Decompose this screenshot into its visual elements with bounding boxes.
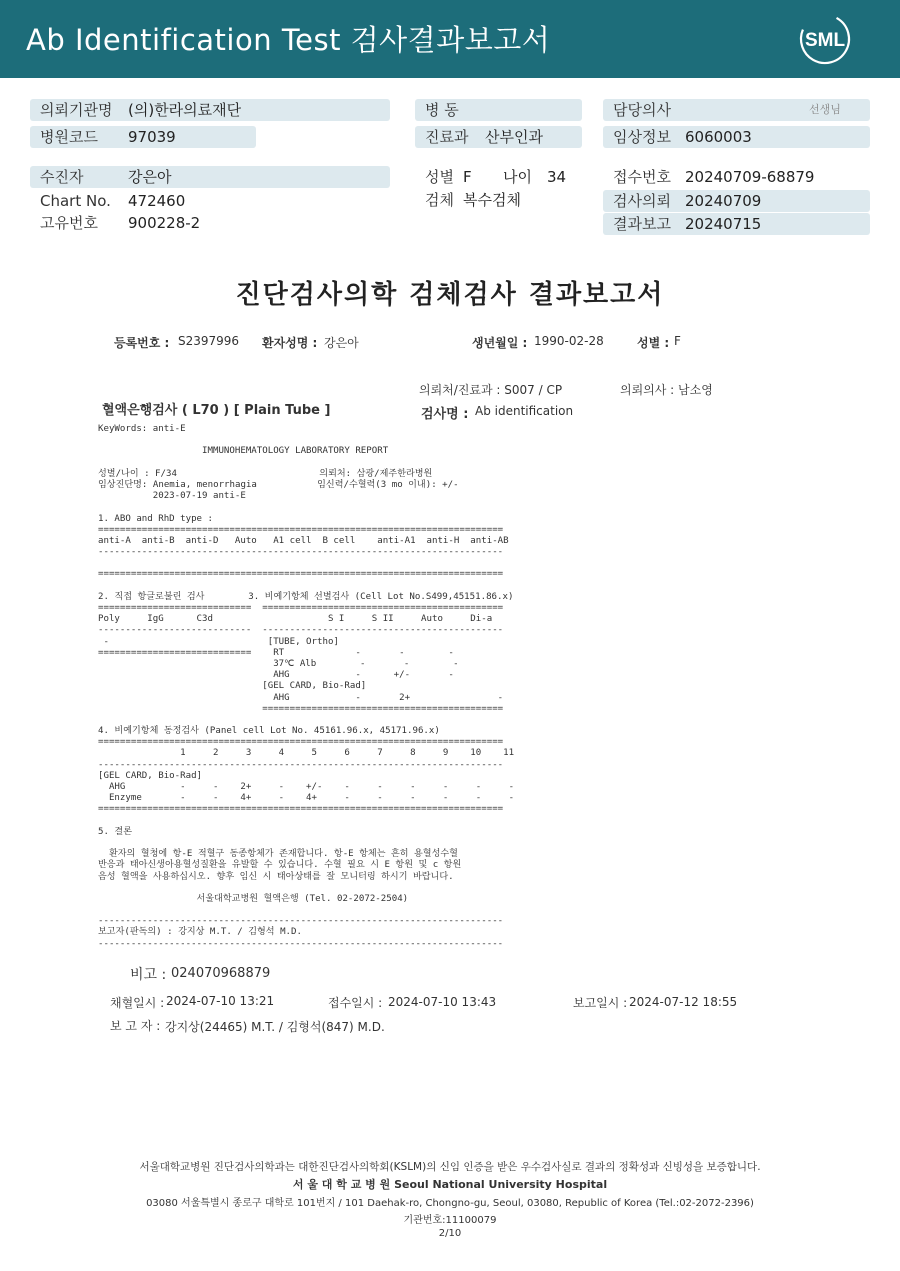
birth-value: 1990-02-28 xyxy=(534,334,604,348)
report-date-label: 결과보고 xyxy=(613,215,671,233)
unique-no-label: 고유번호 xyxy=(40,214,98,232)
requester-dept: 의뢰처/진료과 : S007 / CP xyxy=(419,383,563,397)
doctor-label: 담당의사 xyxy=(613,101,671,119)
lab-report-line: 5. 결론 xyxy=(98,826,132,837)
lab-report-line: AHG - +/- - xyxy=(98,670,454,681)
lab-report-line: 4. 비예기항체 동정검사 (Panel cell Lot No. 45161.96.x, 45171.96.x) xyxy=(98,726,440,737)
institution-number: 기관번호:11100079 xyxy=(403,1215,497,1226)
birth-label: 생년월일 : xyxy=(472,336,528,350)
lab-report-line xyxy=(98,816,514,827)
lab-report-line: -------------------------------------------------------------------------- xyxy=(98,916,504,927)
lab-report-line: ============================================ xyxy=(98,703,504,714)
patient-label: 수진자 xyxy=(40,168,84,186)
dept-label: 진료과 xyxy=(425,128,469,146)
test-group: 혈액은행검사 ( L70 ) [ Plain Tube ] xyxy=(102,403,331,418)
sex-row-value: F xyxy=(674,334,681,348)
request-field xyxy=(603,190,870,212)
receive-value: 2024-07-10 13:43 xyxy=(388,995,497,1009)
patient-name-value: 강은아 xyxy=(324,336,359,350)
hospital-code-value: 97039 xyxy=(128,128,176,146)
institution-field xyxy=(30,99,390,121)
unique-no-field xyxy=(30,212,390,234)
sex-age-field xyxy=(415,166,582,188)
lab-report-line: 1 2 3 4 5 6 7 8 9 10 11 xyxy=(98,748,515,759)
lab-report-line: 2023-07-19 anti-E xyxy=(98,491,246,502)
requesting-doctor: 의뢰의사 : 남소영 xyxy=(620,383,713,397)
lab-report-line: IMMUNOHEMATOLOGY LABORATORY REPORT xyxy=(98,446,389,457)
lab-report-line: 환자의 혈청에 항-E 적혈구 동종항체가 존재합니다. 항-E 항체는 흔히 용혈성수혈 xyxy=(98,849,458,860)
request-label: 검사의뢰 xyxy=(613,192,671,210)
chart-field xyxy=(30,190,390,212)
hospital-code-field xyxy=(30,126,256,148)
lab-report-line: KeyWords: anti-E xyxy=(98,424,186,434)
hospital-address: 03080 서울특별시 종로구 대학로 101번지 / 101 Daehak-ro, Chongno-gu, Seoul, 03080, Republic of Korea (Tel.:02-2072-2396) xyxy=(146,1198,754,1209)
lab-report-line xyxy=(98,435,514,446)
dept-value: 산부인과 xyxy=(485,128,543,146)
lab-report-line: Poly IgG C3d S I S II Auto Di-a xyxy=(98,614,493,625)
patient-name-label: 환자성명 : xyxy=(262,336,318,350)
lab-report-line: Enzyme - - 4+ - 4+ - - - - - - xyxy=(98,793,515,804)
lab-report-line: AHG - 2+ - xyxy=(98,692,504,703)
test-name-value: Ab identification xyxy=(475,404,574,418)
lab-report-line xyxy=(98,458,514,469)
lab-report-line: ============================ ============================================ xyxy=(98,603,504,613)
lab-report-line xyxy=(98,715,514,726)
collect-value: 2024-07-10 13:21 xyxy=(166,994,275,1008)
patient-field xyxy=(30,166,390,188)
lab-report-line: 임상진단명: Anemia, menorrhagia 임신력/수혈력(3 mo 이내): +/- xyxy=(98,479,459,490)
report-time-label: 보고일시 : xyxy=(573,996,628,1010)
ward-label: 병 동 xyxy=(425,101,459,119)
lab-report-line: [GEL CARD, Bio-Rad] xyxy=(98,770,203,781)
lab-report-line: ============================ RT - - - xyxy=(98,647,454,658)
lab-report-line: 2. 직접 항글로불린 검사 3. 비예기항체 선별검사 (Cell Lot No.S499,45151.86.x) xyxy=(98,591,514,602)
receipt-label: 접수번호 xyxy=(613,168,671,186)
lab-report-line xyxy=(98,502,514,513)
institution-label: 의뢰기관명 xyxy=(40,101,113,119)
lab-report-text xyxy=(98,424,514,950)
lab-report-line: 반응과 태아신생아용혈성질환을 유발할 수 있습니다. 수혈 필요 시 E 항원 및 c 항원 xyxy=(98,860,462,871)
unique-no-value: 900228-2 xyxy=(128,214,201,232)
age-label: 나이 xyxy=(503,168,532,186)
lab-report-line: ---------------------------- -------------------------------------------- xyxy=(98,625,504,636)
lab-report-line: 음성 혈액을 사용하십시오. 향후 임신 시 태아상태를 잘 모니터링 하시기 바랍니다. xyxy=(98,871,454,882)
lab-report-line: 서울대학교병원 혈액은행 (Tel. 02-2072-2504) xyxy=(98,893,409,904)
specimen-value: 복수검체 xyxy=(463,191,521,209)
sml-logo xyxy=(798,12,852,66)
hospital-code-label: 병원코드 xyxy=(40,128,98,146)
age-value: 34 xyxy=(547,168,567,186)
report-title: 진단검사의학 검체검사 결과보고서 xyxy=(235,280,665,310)
document-title: Ab Identification Test 검사결과보고서 xyxy=(26,23,551,57)
svg-text:SML: SML xyxy=(804,30,846,51)
lab-report-line: -------------------------------------------------------------------------- xyxy=(98,759,504,770)
sex-label: 성별 xyxy=(425,168,454,186)
certification-text: 서울대학교병원 진단검사의학과는 대한진단검사의학회(KSLM)의 신임 인증을 받은 우수검사실로 결과의 정확성과 신빙성을 보증합니다. xyxy=(139,1161,761,1173)
lab-report-line: anti-A anti-B anti-D Auto A1 cell B cell anti-A1 anti-H anti-AB xyxy=(98,535,509,546)
reg-no-label: 등록번호 : xyxy=(114,336,170,350)
lab-report-line xyxy=(98,838,514,849)
reg-no-value: S2397996 xyxy=(178,334,240,348)
page-number: 2/10 xyxy=(438,1228,462,1239)
report-date-value: 20240715 xyxy=(685,215,762,233)
institution-value: (의)한라의료재단 xyxy=(128,101,242,119)
specimen-field xyxy=(415,189,582,211)
doctor-field xyxy=(603,99,870,121)
clinical-value: 6060003 xyxy=(685,128,752,146)
note-value: 024070968879 xyxy=(171,966,271,981)
lab-report-line: ========================================================================== xyxy=(98,524,504,535)
lab-report-line: ========================================================================== xyxy=(98,737,504,748)
lab-report-line: - [TUBE, Ortho] xyxy=(98,636,339,647)
test-name-label: 검사명 : xyxy=(421,407,469,422)
lab-report-line: -------------------------------------------------------------------------- xyxy=(98,938,504,949)
chart-label: Chart No. xyxy=(40,192,111,210)
lab-report-line: AHG - - 2+ - +/- - - - - - - xyxy=(98,782,515,792)
reporter-value: 강지상(24465) M.T. / 김형석(847) M.D. xyxy=(165,1020,385,1034)
reporter-label: 보 고 자 : xyxy=(110,1019,161,1033)
lab-report-line: 37℃ Alb - - - xyxy=(98,658,459,669)
lab-report-line xyxy=(98,558,514,569)
receipt-value: 20240709-68879 xyxy=(685,168,815,186)
clinical-field xyxy=(603,126,870,148)
note-label: 비고 : xyxy=(130,967,167,983)
receipt-field xyxy=(603,166,870,188)
request-value: 20240709 xyxy=(685,192,762,210)
hospital-name: 서 울 대 학 교 병 원 Seoul National University Hospital xyxy=(292,1178,608,1191)
report-date-field xyxy=(603,213,870,235)
lab-report-line: ========================================================================== xyxy=(98,804,504,815)
lab-report-line xyxy=(98,905,514,916)
header-bar xyxy=(0,0,900,78)
clinical-label: 임상정보 xyxy=(613,128,671,146)
lab-report-line xyxy=(98,883,514,894)
lab-report-line: -------------------------------------------------------------------------- xyxy=(98,547,504,558)
receive-label: 접수일시 : xyxy=(328,996,383,1010)
lab-report-line: 보고자(판독의) : 강지상 M.T. / 김형석 M.D. xyxy=(98,927,302,938)
report-time-value: 2024-07-12 18:55 xyxy=(629,995,738,1009)
lab-report-line xyxy=(98,581,514,592)
specimen-label: 검체 xyxy=(425,191,454,209)
sex-value: F xyxy=(463,168,472,186)
lab-report-line: ========================================================================== xyxy=(98,569,504,580)
dept-field xyxy=(415,126,582,148)
lab-report-line: 성별/나이 : F/34 의뢰처: 삼광/제주한라병원 xyxy=(98,468,433,479)
sex-row-label: 성별 : xyxy=(637,336,670,350)
patient-value: 강은아 xyxy=(128,168,172,186)
lab-report-line: 1. ABO and RhD type : xyxy=(98,513,213,524)
chart-value: 472460 xyxy=(128,192,186,210)
ward-field xyxy=(415,99,582,121)
collect-label: 채혈일시 : xyxy=(110,996,165,1010)
doctor-suffix: 선생님 xyxy=(809,103,841,116)
lab-report-line: [GEL CARD, Bio-Rad] xyxy=(98,681,367,692)
